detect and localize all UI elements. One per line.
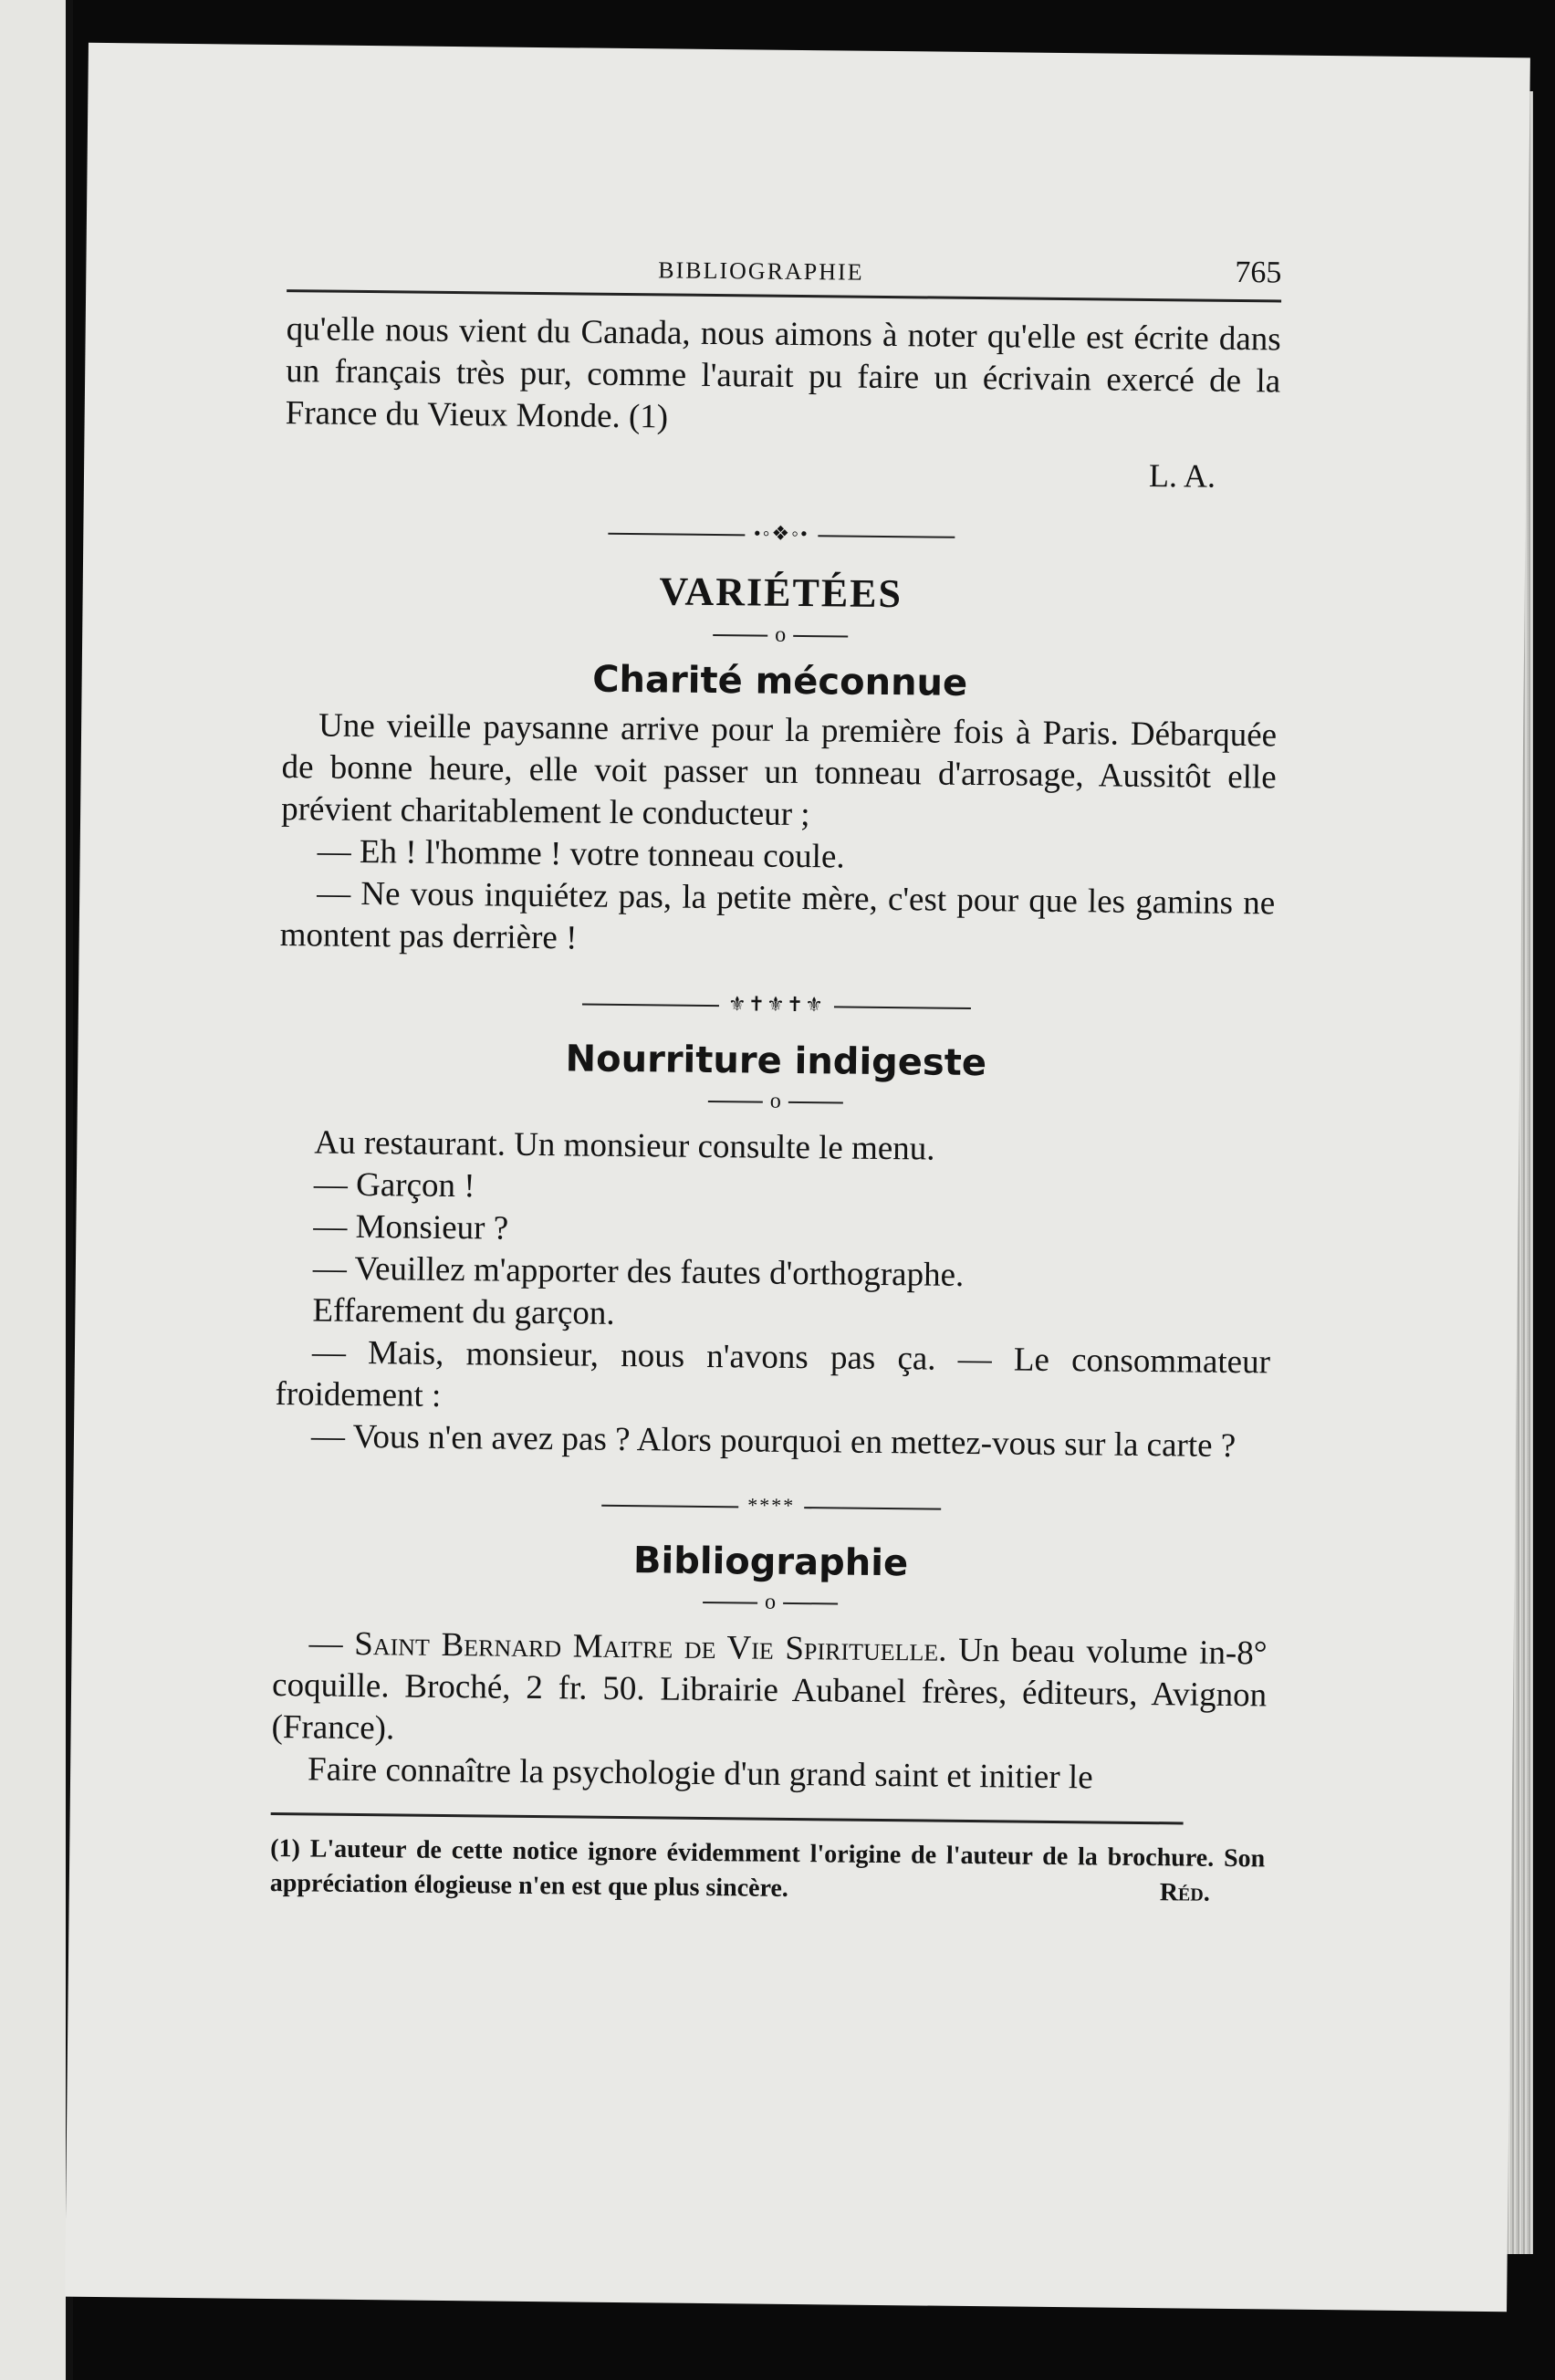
page-header bbox=[287, 245, 1281, 290]
story1-paragraph: — Ne vous inquiétez pas, la petite mère, c'est pour que les gamins ne montent pas derrière ! bbox=[279, 874, 1276, 957]
intro-signature: L. A. bbox=[1148, 456, 1216, 495]
story2-paragraph: Effarement du garçon. bbox=[312, 1291, 615, 1332]
ornament-separator bbox=[279, 987, 1274, 1021]
story2-paragraph: — Mais, monsieur, nous n'avons pas ça. — Le consommateur froidement : bbox=[275, 1333, 1271, 1414]
ornament-separator bbox=[274, 1488, 1268, 1522]
intro-paragraph: qu'elle nous vient du Canada, nous aimons à noter qu'elle est écrite dans un français très pur, comme l'aurait pu faire un écrivain exercé de la France du Vieux Monde. (1) bbox=[285, 310, 1281, 436]
story2-paragraph: — Garçon ! bbox=[313, 1165, 475, 1206]
bibliography-entry bbox=[271, 1623, 1267, 1759]
header-rule bbox=[287, 289, 1281, 302]
section-title-bibliographie: Bibliographie bbox=[632, 1540, 909, 1585]
bibliography-paragraph: Faire connaître la psychologie d'un grand saint et initier le bbox=[307, 1750, 1093, 1797]
story2-paragraph: Au restaurant. Un monsieur consulte le menu. bbox=[314, 1123, 935, 1168]
book-details: Un beau volume in-8° coquille. Broché, 2 fr. 50. Librairie Aubanel frères, éditeurs, Avignon (France). bbox=[271, 1631, 1268, 1748]
small-separator bbox=[278, 1084, 1273, 1119]
footnote bbox=[270, 1832, 1266, 1911]
small-separator bbox=[283, 618, 1278, 652]
story1-paragraph: — Eh ! l'homme ! votre tonneau coule. bbox=[317, 832, 845, 876]
page-number: 765 bbox=[1235, 255, 1282, 290]
footnote-rule bbox=[271, 1812, 1184, 1824]
story2-paragraph: — Veuillez m'apporter des fautes d'orthographe. bbox=[312, 1249, 965, 1294]
book-title: — Saint Bernard Maitre de Vie Spirituelle. bbox=[308, 1624, 947, 1669]
running-head: BIBLIOGRAPHIE bbox=[658, 256, 864, 286]
footnote-signature: Réd. bbox=[1159, 1878, 1210, 1907]
separator-glyph: o bbox=[764, 1590, 777, 1614]
book-page bbox=[65, 43, 1530, 2312]
footnote-text: (1) L'auteur de cette notice ignore évidemment l'origine de l'auteur de la brochure. Son appréciation élogieuse n'en est que plus sincère. bbox=[269, 1833, 1266, 1903]
separator-glyph: o bbox=[769, 1089, 782, 1113]
small-separator bbox=[273, 1585, 1268, 1620]
adjacent-page-strip bbox=[0, 0, 73, 2380]
ornament-separator bbox=[284, 517, 1278, 550]
page-content bbox=[270, 245, 1282, 1911]
ornament-glyphs: **** bbox=[747, 1493, 796, 1517]
story-title-charite: Charité méconnue bbox=[591, 658, 968, 705]
story2-paragraph: — Monsieur ? bbox=[313, 1207, 509, 1247]
story2-paragraph: — Vous n'en avez pas ? Alors pourquoi en mettez-vous sur la carte ? bbox=[310, 1417, 1237, 1466]
story1-paragraph: Une vieille paysanne arrive pour la première fois à Paris. Débarquée de bonne heure, elle voit passer un tonneau d'arrosage, Aussitôt elle prévient charitablement le conducteur ; bbox=[280, 706, 1278, 834]
ornament-glyphs: •◦❖◦• bbox=[753, 521, 809, 546]
story-title-nourriture: Nourriture indigeste bbox=[565, 1038, 987, 1085]
section-title-varietes: VARIÉTÉES bbox=[659, 569, 903, 617]
ornament-glyphs: ⚜✝⚜✝⚜ bbox=[727, 992, 826, 1017]
separator-glyph: o bbox=[775, 622, 787, 647]
